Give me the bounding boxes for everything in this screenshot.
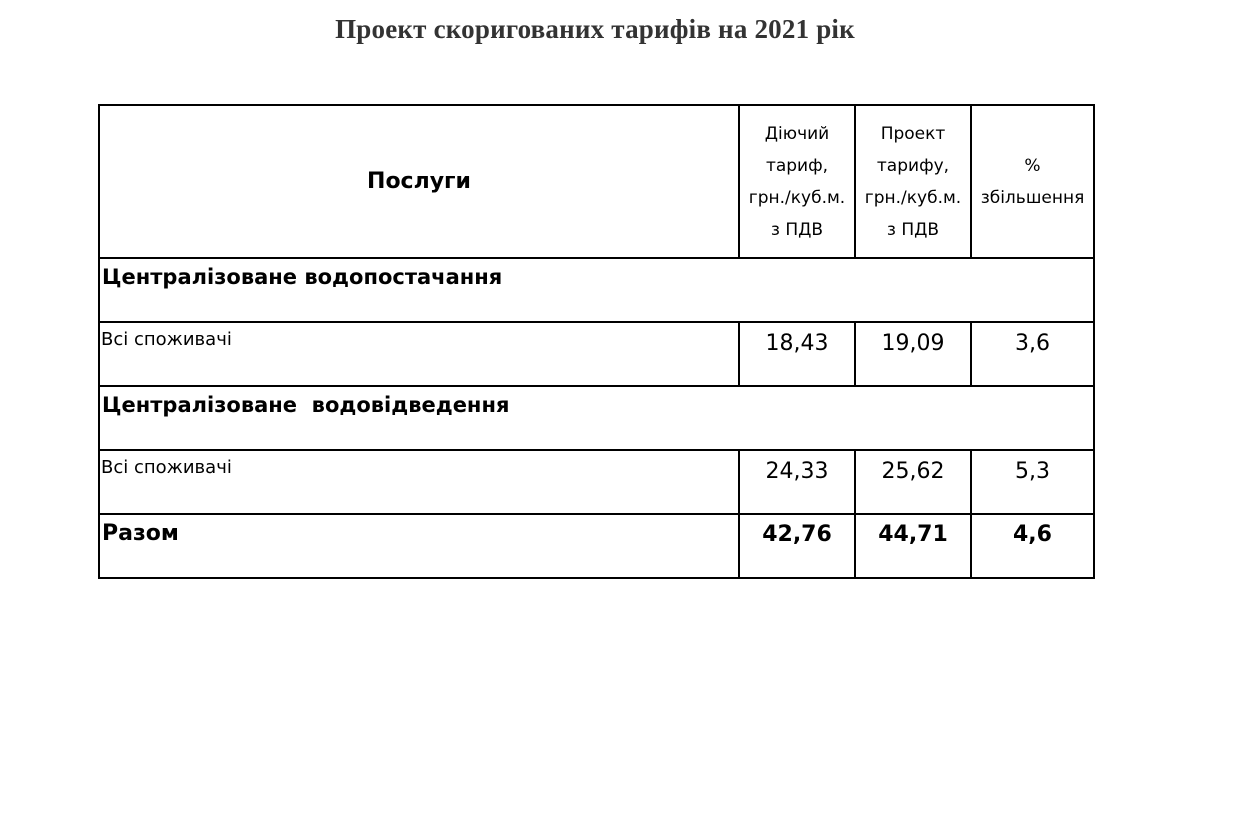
header-line: Проект [880,123,946,144]
header-line: грн./куб.м. [748,187,846,208]
header-increase [971,105,1094,258]
total-current-cell: 42,76 [739,514,855,578]
page-title: Проект скоригованих тарифів на 2021 рік [335,14,855,44]
header-line: % [1024,155,1041,176]
current-tariff-cell: 18,43 [739,322,855,386]
total-label: Разом [99,514,739,578]
header-line: з ПДВ [770,219,824,240]
tariff-table [98,104,1095,579]
header-line: тарифу, [876,155,950,176]
section-row-water-supply [99,258,1094,322]
section-row-water-disposal [99,386,1094,450]
section-title: Централізоване водовідведення [99,386,1094,450]
header-services: Послуги [99,105,739,258]
header-line: тариф, [765,155,829,176]
increase-cell: 3,6 [971,322,1094,386]
total-increase-cell: 4,6 [971,514,1094,578]
current-tariff-cell: 24,33 [739,450,855,514]
total-proposed-cell: 44,71 [855,514,971,578]
header-line: Діючий [764,123,830,144]
proposed-tariff-cell: 19,09 [855,322,971,386]
proposed-tariff-cell: 25,62 [855,450,971,514]
section-title: Централізоване водопостачання [99,258,1094,322]
row-label: Всі споживачі [99,322,739,386]
table-row [99,322,1094,386]
total-row [99,514,1094,578]
table-header-row [99,105,1094,258]
header-current-tariff [739,105,855,258]
header-proposed-tariff [855,105,971,258]
header-line: з ПДВ [886,219,940,240]
table-row [99,450,1094,514]
header-line: грн./куб.м. [864,187,962,208]
header-line: збільшення [980,187,1085,208]
row-label: Всі споживачі [99,450,739,514]
increase-cell: 5,3 [971,450,1094,514]
